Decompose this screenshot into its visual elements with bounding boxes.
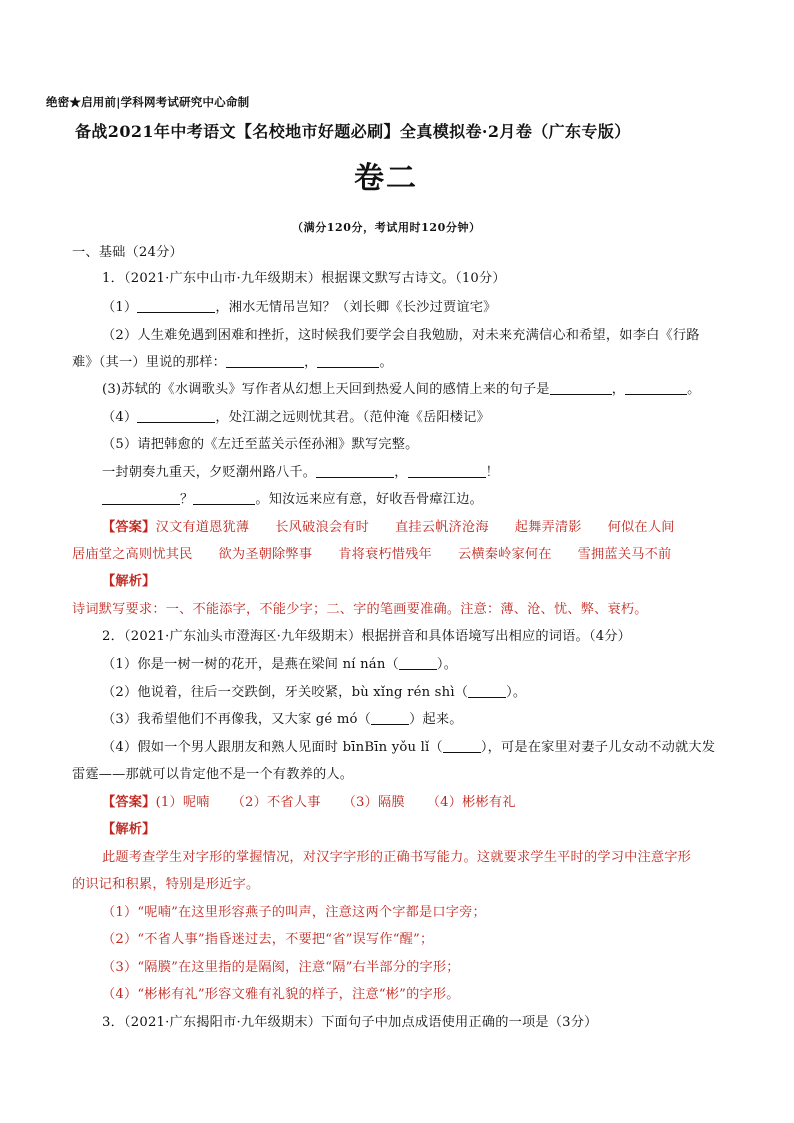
item-text: ）。 xyxy=(506,685,527,700)
q1-part4-label: （4） xyxy=(102,410,138,425)
q1-part5-line2 xyxy=(102,466,499,479)
q1-stem: 1．（2021·广东中山市·九年级期末）根据课文默写古诗文。（10分） xyxy=(102,271,506,286)
answer-label: 【答案】 xyxy=(102,520,156,535)
answer-item: （2）不省人事 xyxy=(231,795,321,810)
question-mark: ？ xyxy=(180,492,194,507)
answer-blank xyxy=(468,697,506,698)
answer-item: 起舞弄清影 xyxy=(514,520,582,535)
answer-blank xyxy=(399,669,437,670)
q1-part1-label: （1） xyxy=(102,300,138,315)
answer-item: 何似在人间 xyxy=(607,520,675,535)
answer-item: (1）呢喃 xyxy=(155,795,210,810)
poem-line: 。知汝远来应有意，好收吾骨瘴江边。 xyxy=(255,492,483,507)
q1-part2-line1: （2）人生难免遇到困难和挫折，这时候我们要学会自我勉励，对未来充满信心和希望，如李白《行路 xyxy=(102,328,700,343)
separator: ， xyxy=(394,465,408,480)
q2-analysis-line1: 此题考查学生对字形的掌握情况，对汉字字形的正确书写能力。这就要求学生平时的学习中注意字形 xyxy=(102,850,692,865)
q2-analysis-label: 【解析】 xyxy=(102,822,156,837)
separator: ， xyxy=(304,355,318,370)
q1-answer-row2 xyxy=(72,548,671,561)
end-mark: ！ xyxy=(485,465,499,480)
end-mark: 。 xyxy=(379,355,393,370)
item-text: ）起来。 xyxy=(409,712,463,727)
q2-note: （1）“呢喃”在这里形容燕子的叫声，注意这两个字都是口字旁； xyxy=(102,905,486,920)
answer-item: （3）隔膜 xyxy=(342,795,405,810)
answer-blank xyxy=(137,312,215,313)
q3-stem: 3．（2021·广东揭阳市·九年级期末）下面句子中加点成语使用正确的一项是（3分） xyxy=(102,1015,598,1030)
q1-part1 xyxy=(102,301,497,314)
q1-part4-text: ，处江湖之远则忧其君。（范仲淹《岳阳楼记》 xyxy=(215,410,490,425)
poem-line: 一封朝奏九重天，夕贬潮州路八千。 xyxy=(102,465,317,480)
item-text: （2）他说着，往后一交跌倒，牙关咬紧，bù xǐng rén shì（ xyxy=(102,685,469,700)
q1-part3 xyxy=(102,383,700,396)
score-note: （满分120分，考试用时120分钟） xyxy=(292,221,481,234)
answer-item: 长风破浪会有时 xyxy=(275,520,369,535)
q2-analysis-line2: 的识记和积累，特别是形近字。 xyxy=(72,877,260,892)
item-text: （4）假如一个男人跟朋友和熟人见面时 bīnBīn yǒu lǐ（ xyxy=(102,740,443,755)
answer-item: 汉文有道恩犹薄 xyxy=(155,520,250,535)
q2-stem: 2．（2021·广东汕头市澄海区·九年级期末）根据拼音和具体语境写出相应的词语。（4分） xyxy=(102,629,632,644)
q1-part2-prefix: 难》（其一）里说的那样： xyxy=(72,355,227,370)
confidential-note: 绝密★启用前|学科网考试研究中心命制 xyxy=(46,95,250,109)
q1-analysis-label: 【解析】 xyxy=(102,574,156,589)
answer-blank xyxy=(226,367,304,368)
q1-part2-line2 xyxy=(72,356,393,369)
q2-item4 xyxy=(102,741,715,754)
answer-item: 肯将衰朽惜残年 xyxy=(338,547,432,562)
q1-analysis-text: 诗词默写要求：一、不能添字，不能少字；二、字的笔画要准确。注意：薄、沧、忧、弊、衰朽。 xyxy=(72,602,648,617)
q2-note: （3）“隔膜”在这里指的是隔阂，注意“隔”右半部分的字形； xyxy=(102,960,460,975)
q2-item3 xyxy=(102,713,463,726)
answer-blank xyxy=(193,504,255,505)
q1-answer-row1 xyxy=(102,521,675,534)
answer-label: 【答案】 xyxy=(102,795,156,810)
q1-part5-line1: （5）请把韩愈的《左迁至蓝关示侄孙湘》默写完整。 xyxy=(102,437,419,452)
item-text: （3）我希望他们不再像我，又大家 gé mó（ xyxy=(102,712,372,727)
item-text: ）。 xyxy=(436,657,458,672)
answer-blank xyxy=(137,422,215,423)
answer-blank xyxy=(316,477,394,478)
answer-item: （4）彬彬有礼 xyxy=(426,795,516,810)
q2-note: （4）“彬彬有礼”形容文雅有礼貌的样子，注意“彬”的字形。 xyxy=(102,987,460,1002)
answer-blank xyxy=(317,367,379,368)
q1-part5-line3 xyxy=(102,493,483,506)
answer-blank xyxy=(625,394,687,395)
answer-blank xyxy=(408,477,486,478)
answer-blank xyxy=(550,394,612,395)
q2-item1 xyxy=(102,658,457,671)
exam-subtitle: 卷二 xyxy=(354,161,418,196)
answer-item: 云横秦岭家何在 xyxy=(457,547,552,562)
answer-item: 直挂云帆济沧海 xyxy=(395,520,489,535)
q2-note: （2）“不省人事”指昏迷过去，不要把“省”误写作“醒”； xyxy=(102,932,434,947)
answer-item: 雪拥蓝关马不前 xyxy=(577,547,672,562)
q1-part3-prefix: (3)苏轼的《水调歌头》写作者从幻想上天回到热爱人间的感情上来的句子是 xyxy=(102,382,550,397)
q1-part1-text: ，湘水无情吊岂知？（刘长卿《长沙过贾谊宅》 xyxy=(215,300,497,315)
exam-title: 备战2021年中考语文【名校地市好题必刷】全真模拟卷·2月卷（广东专版） xyxy=(75,122,631,141)
answer-blank xyxy=(102,504,180,505)
answer-item: 欲为圣朝除弊事 xyxy=(218,547,313,562)
q2-item2 xyxy=(102,686,526,699)
item-text: （1）你是一树一树的花开，是燕在梁间 ní nán（ xyxy=(102,657,399,672)
separator: ， xyxy=(611,382,626,397)
item-text: ），可是在家里对妻子儿女动不动就大发 xyxy=(480,740,716,755)
answer-blank xyxy=(443,752,481,753)
answer-blank xyxy=(371,724,409,725)
q2-answer xyxy=(102,796,516,809)
end-mark: 。 xyxy=(687,382,701,397)
q2-item4-line2: 雷霆——那就可以肯定他不是一个有教养的人。 xyxy=(72,767,354,782)
q1-part4 xyxy=(102,411,490,424)
answer-item: 居庙堂之高则忧其民 xyxy=(72,547,193,562)
section-heading: 一、基础（24分） xyxy=(72,245,183,260)
